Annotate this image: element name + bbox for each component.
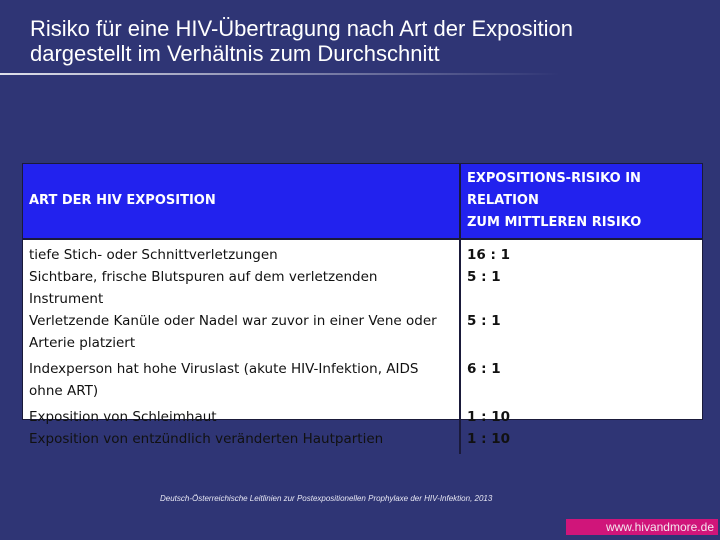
risk-table (22, 163, 703, 447)
title-line-1: Risiko für eine HIV-Übertragung nach Art der Exposition (30, 16, 573, 41)
exposure-cell: tiefe Stich- oder Schnittverletzungen (23, 244, 460, 266)
header-exposure-type: ART DER HIV EXPOSITION (23, 164, 460, 239)
table-row (23, 266, 702, 310)
exposure-cell: Exposition von Schleimhaut (23, 402, 460, 428)
ratio-cell: 5 : 1 (467, 313, 501, 329)
table-row (23, 354, 702, 402)
exposure-cell: Indexperson hat hohe Viruslast (akute HIV-Infektion, AIDS ohne ART) (23, 354, 460, 402)
table-row (23, 428, 702, 450)
brand-link[interactable]: www.hivandmore.de (566, 519, 718, 535)
exposure-cell: Exposition von entzündlich veränderten Hautpartien (23, 428, 460, 450)
exposure-cell: Verletzende Kanüle oder Nadel war zuvor in einer Vene oder Arterie platziert (23, 310, 460, 354)
table-row (23, 402, 702, 428)
slide-title (30, 16, 710, 66)
header-relative-risk (460, 164, 702, 239)
table-row (23, 310, 702, 354)
header-relative-risk-line-2: ZUM MITTLEREN RISIKO (467, 215, 642, 230)
exposure-cell: Sichtbare, frische Blutspuren auf dem verletzenden Instrument (23, 266, 460, 310)
ratio-cell: 1 : 10 (467, 431, 510, 447)
ratio-cell: 6 : 1 (467, 361, 501, 377)
table-row (23, 244, 702, 266)
table-header-row (23, 164, 702, 239)
title-underline (0, 73, 560, 75)
title-line-2: dargestellt im Verhältnis zum Durchschnitt (30, 41, 440, 66)
ratio-cell: 1 : 10 (467, 409, 510, 425)
ratio-cell: 5 : 1 (467, 269, 501, 285)
ratio-cell: 16 : 1 (467, 247, 510, 263)
header-relative-risk-line-1: EXPOSITIONS-RISIKO IN RELATION (467, 171, 641, 208)
source-citation: Deutsch-Österreichische Leitlinien zur Postexpositionellen Prophylaxe der HIV-Infektion, 2013 (160, 494, 493, 503)
